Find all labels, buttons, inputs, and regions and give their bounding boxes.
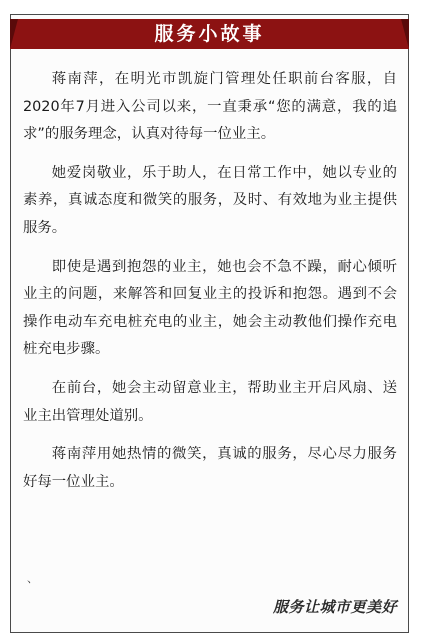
- page-title: 服务小故事: [154, 23, 265, 45]
- story-body: [23, 66, 397, 507]
- stray-mark: 、: [27, 572, 38, 585]
- story-paragraph-3: 即使是遇到抱怨的业主，她也会不急不躁，耐心倾听业主的问题，来解答和回复业主的投诉和抱怨。遇到不会操作电动车充电桩充电的业主，她会主动教他们操作充电桩充电步骤。: [23, 258, 397, 358]
- story-paragraph-2: 她爱岗敬业，乐于助人，在日常工作中，她以专业的素养，真诚态度和微笑的服务，及时、有效地为业主提供服务。: [23, 164, 397, 236]
- slogan: 服务让城市更美好: [272, 598, 397, 616]
- story-paragraph-4: 在前台，她会主动留意业主，帮助业主开启风扇、送业主出管理处道别。: [23, 379, 397, 424]
- title-banner: [10, 19, 409, 49]
- story-paragraph-5: 蒋南萍用她热情的微笑，真诚的服务，尽心尽力服务好每一位业主。: [23, 446, 397, 490]
- story-paragraph-1: 蒋南萍，在明光市凯旋门管理处任职前台客服，自2020年7月进入公司以来，一直秉承“您的满意，我的追求”的服务理念，认真对待每一位业主。: [23, 71, 397, 143]
